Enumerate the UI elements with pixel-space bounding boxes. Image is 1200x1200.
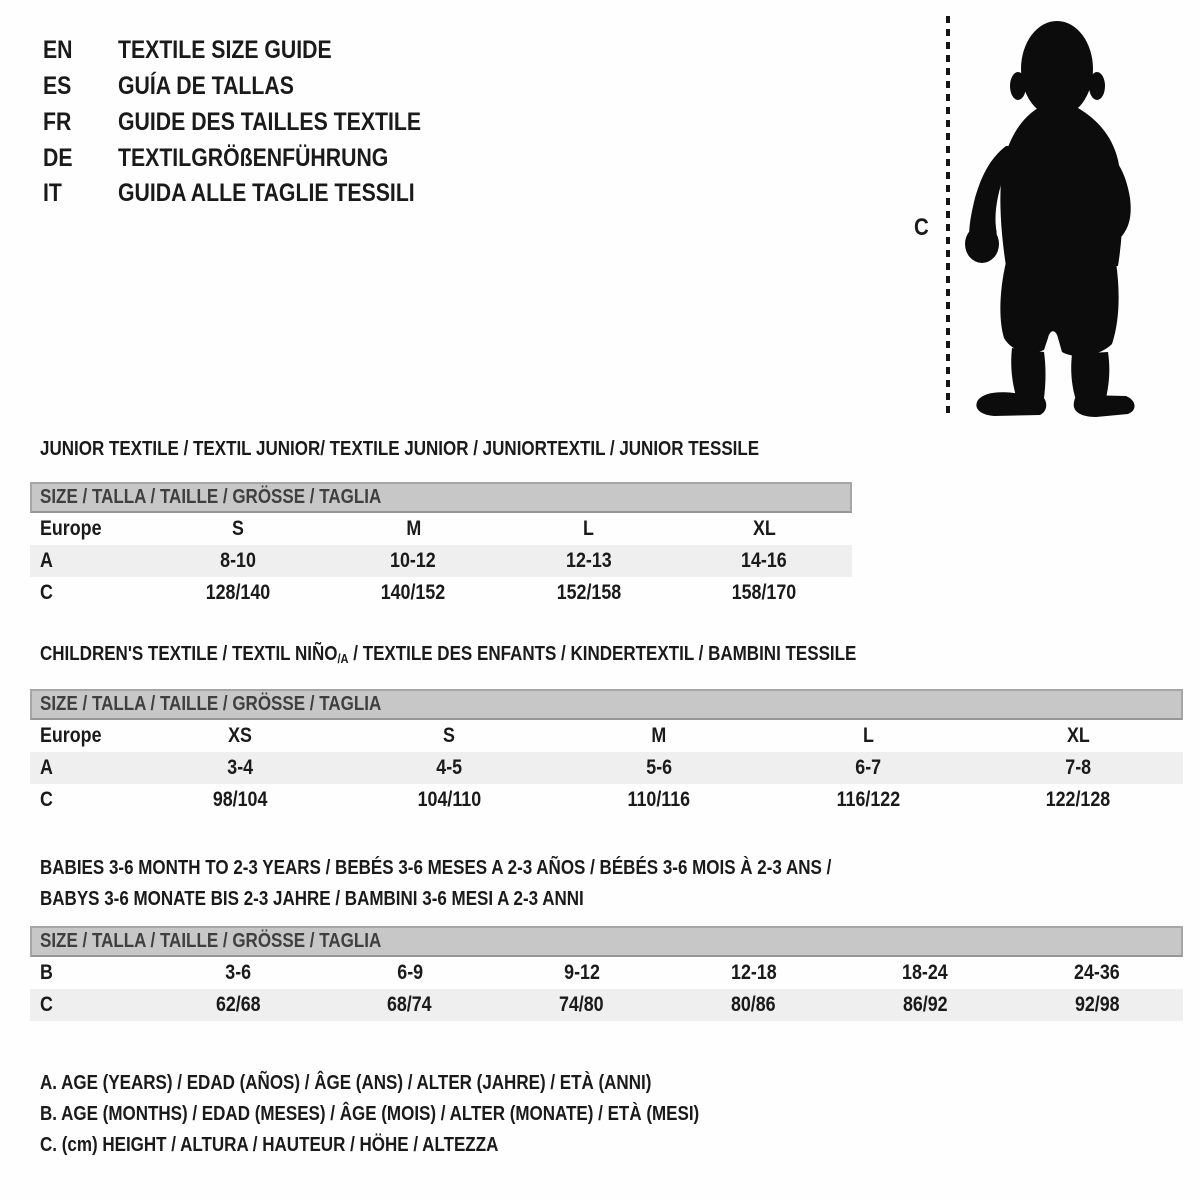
babies-section-title-line2: BABYS 3-6 MONATE BIS 2-3 JAHRE / BAMBINI 3-6 MESI A 2-3 ANNI [40, 888, 584, 910]
size-col-xl: XL [752, 517, 776, 540]
table-cell: 152/158 [556, 581, 622, 604]
table-cell: 8-10 [219, 549, 256, 572]
table-cell: 6-9 [396, 961, 423, 984]
table-cell: 3-4 [226, 756, 253, 779]
babies-size-header-bar: SIZE / TALLA / TAILLE / GRÖSSE / TAGLIA [30, 926, 1183, 957]
babies-section-title-line1: BABIES 3-6 MONTH TO 2-3 YEARS / BEBÉS 3-6 MESES A 2-3 AÑOS / BÉBÉS 3-6 MOIS À 2-3 ANS / [40, 857, 832, 879]
table-cell: 68/74 [387, 993, 433, 1016]
table-cell: 92/98 [1074, 993, 1120, 1016]
row-label-a: A [40, 549, 53, 572]
size-col-m: M [405, 517, 421, 540]
junior-size-letters-row [30, 513, 852, 545]
table-cell: 122/128 [1045, 788, 1111, 811]
legend-line-c: C. (cm) HEIGHT / ALTURA / HAUTEUR / HÖHE / ALTEZZA [40, 1134, 499, 1156]
height-measure-dashed-line [946, 16, 950, 418]
size-col-l: L [863, 724, 875, 747]
size-col-xl: XL [1066, 724, 1090, 747]
table-cell: 6-7 [855, 756, 882, 779]
table-cell: 80/86 [731, 993, 776, 1016]
language-code: EN [43, 36, 73, 64]
table-cell: 116/122 [836, 788, 901, 811]
guide-title-de: TEXTILGRÖßENFÜHRUNG [118, 144, 389, 172]
language-code: ES [43, 72, 72, 100]
table-cell: 12-13 [565, 549, 612, 572]
table-cell: 5-6 [646, 756, 672, 779]
measure-label-c: C [914, 214, 929, 241]
table-cell: 10-12 [390, 549, 437, 572]
table-cell: 158/170 [731, 581, 797, 604]
size-col-s: S [231, 517, 244, 540]
table-cell: 104/110 [417, 788, 482, 811]
row-label-c: C [40, 993, 53, 1016]
table-cell: 86/92 [902, 993, 948, 1016]
language-row-it [43, 178, 467, 208]
table-cell: 4-5 [436, 756, 463, 779]
region-label: Europe [40, 517, 102, 540]
table-cell: 24-36 [1074, 961, 1120, 984]
size-col-l: L [583, 517, 595, 540]
row-label-a: A [40, 756, 53, 779]
babies-row-months [30, 957, 1183, 989]
children-section-title: CHILDREN'S TEXTILE / TEXTIL NIÑO/A / TEXTILE DES ENFANTS / KINDERTEXTIL / BAMBINI TESSILE [40, 643, 857, 666]
size-col-s: S [443, 724, 456, 747]
guide-title-fr: GUIDE DES TAILLES TEXTILE [118, 108, 422, 136]
legend-line-b: B. AGE (MONTHS) / EDAD (MESES) / ÂGE (MOIS) / ALTER (MONATE) / ETÀ (MESI) [40, 1103, 700, 1125]
junior-row-height [30, 577, 852, 609]
row-label-c: C [40, 581, 53, 604]
guide-title-it: GUIDA ALLE TAGLIE TESSILI [118, 179, 415, 207]
table-cell: 12-18 [730, 961, 777, 984]
guide-title-en: TEXTILE SIZE GUIDE [118, 36, 332, 64]
language-code: FR [43, 108, 72, 136]
children-size-header-bar: SIZE / TALLA / TAILLE / GRÖSSE / TAGLIA [30, 689, 1183, 720]
junior-row-age [30, 545, 852, 577]
language-code: IT [43, 179, 62, 207]
language-row-es [43, 71, 325, 101]
table-cell: 14-16 [741, 549, 788, 572]
children-row-age [30, 752, 1183, 784]
table-cell: 9-12 [563, 961, 600, 984]
children-row-height [30, 784, 1183, 816]
legend-line-a: A. AGE (YEARS) / EDAD (AÑOS) / ÂGE (ANS) / ALTER (JAHRE) / ETÀ (ANNI) [40, 1072, 652, 1094]
children-size-letters-row [30, 720, 1183, 752]
language-row-en [43, 35, 369, 65]
row-label-b: B [40, 961, 53, 984]
size-col-m: M [651, 724, 667, 747]
table-cell: 3-6 [225, 961, 251, 984]
table-cell: 110/116 [627, 788, 691, 811]
nino-a-subscript: /A [337, 651, 349, 666]
junior-section-title: JUNIOR TEXTILE / TEXTIL JUNIOR/ TEXTILE JUNIOR / JUNIORTEXTIL / JUNIOR TESSILE [40, 438, 760, 460]
language-code: DE [43, 144, 73, 172]
row-label-c: C [40, 788, 53, 811]
size-col-xs: XS [227, 724, 252, 747]
babies-row-height [30, 989, 1183, 1021]
table-cell: 62/68 [215, 993, 261, 1016]
table-cell: 140/152 [380, 581, 446, 604]
table-cell: 7-8 [1065, 756, 1092, 779]
junior-size-header-bar: SIZE / TALLA / TAILLE / GRÖSSE / TAGLIA [30, 482, 852, 513]
region-label: Europe [40, 724, 102, 747]
table-cell: 128/140 [205, 581, 271, 604]
table-cell: 18-24 [902, 961, 949, 984]
table-cell: 74/80 [559, 993, 604, 1016]
toddler-silhouette-icon [958, 14, 1146, 418]
table-cell: 98/104 [212, 788, 268, 811]
guide-title-es: GUÍA DE TALLAS [118, 72, 294, 100]
language-row-de [43, 143, 436, 173]
language-row-fr [43, 107, 475, 137]
